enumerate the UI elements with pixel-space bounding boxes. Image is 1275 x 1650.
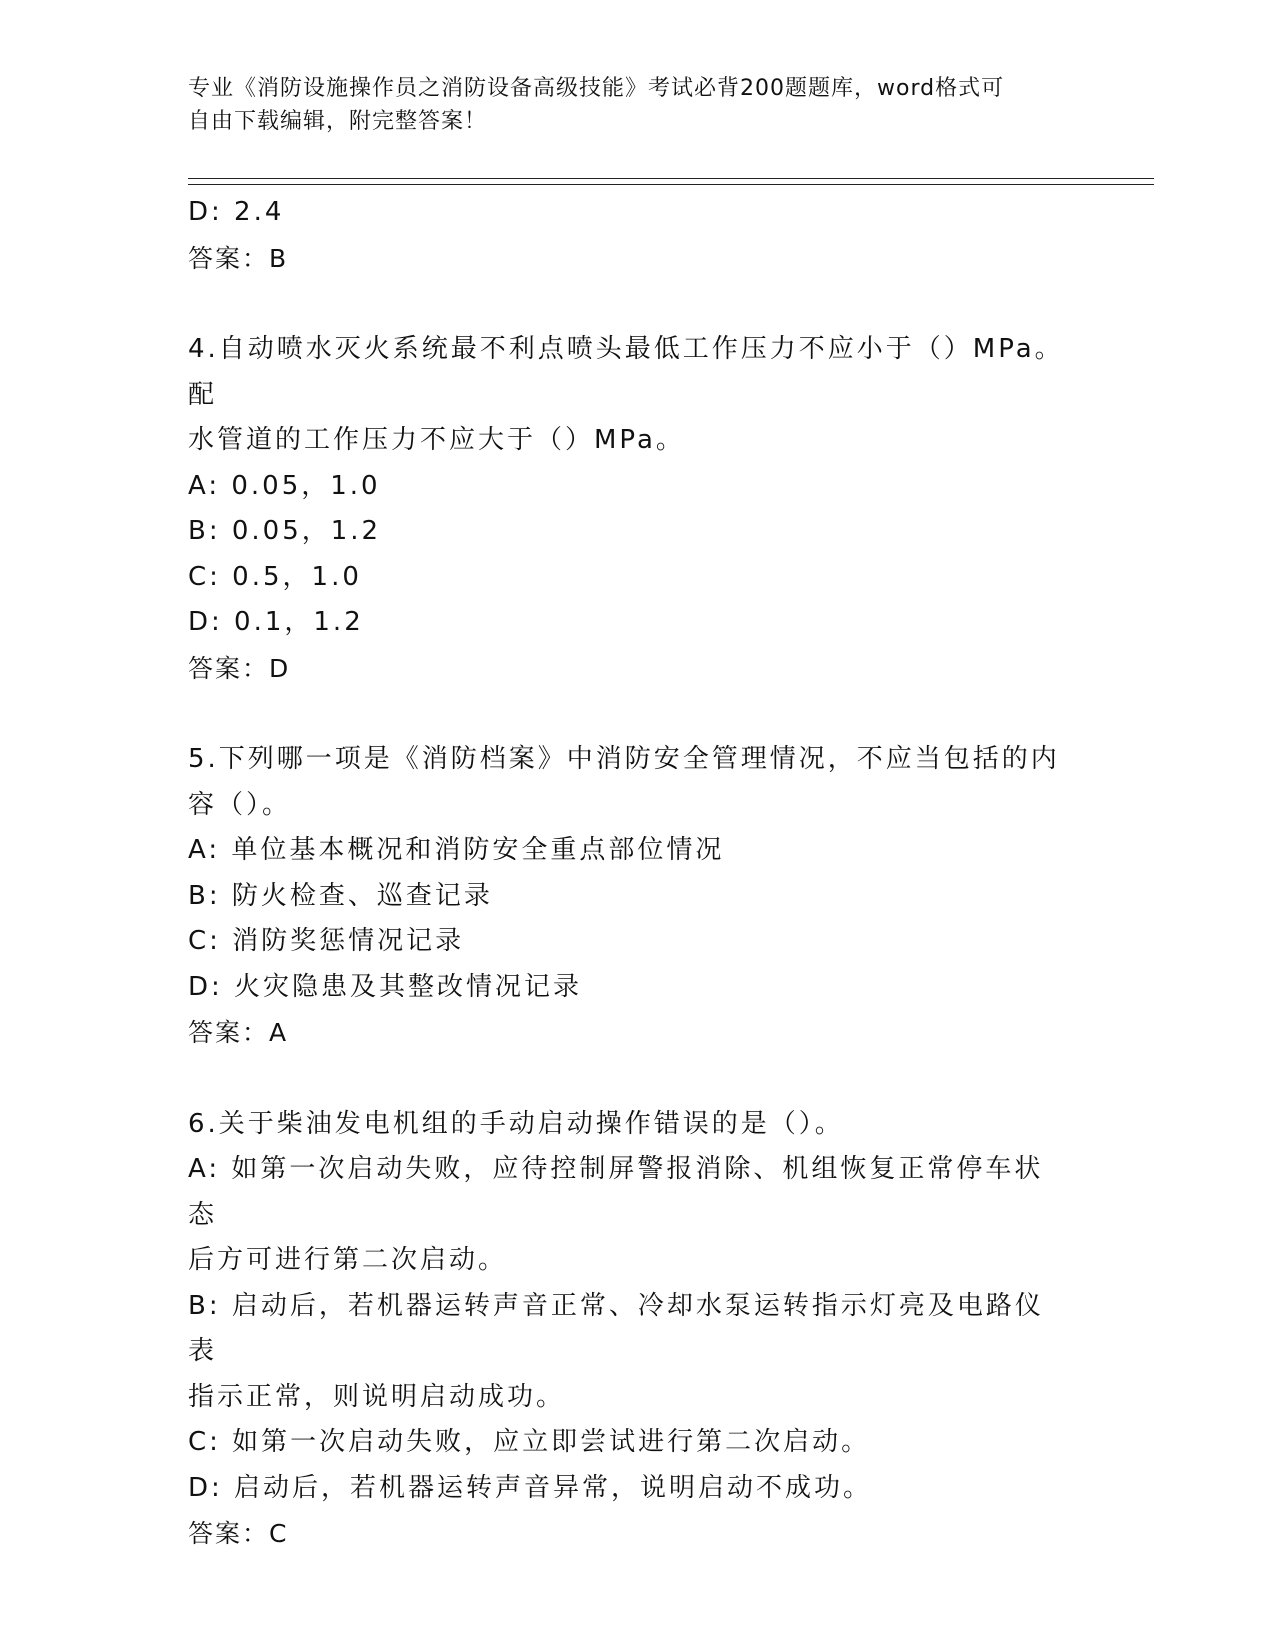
option-a: A: 0.05，1.0 <box>188 470 381 501</box>
question-stem-continued: 水管道的工作压力不应大于（）MPa。 <box>188 425 685 455</box>
answer-label: 答案：B <box>188 243 289 273</box>
question-5 <box>188 737 1068 1056</box>
header-line-1: 专业《消防设施操作员之消防设备高级技能》考试必背200题题库，word格式可 <box>188 76 1005 101</box>
header-rule-top <box>188 178 1154 179</box>
answer-label: 答案：A <box>188 1018 289 1047</box>
header-rule-bottom <box>188 184 1154 185</box>
option-b: B: 启动后，若机器运转声音正常、冷却水泵运转指示灯亮及电路仪表 <box>188 1290 1044 1366</box>
question-4 <box>188 327 1068 691</box>
option-c: C: 0.5，1.0 <box>188 561 362 592</box>
option-d: D: 火灾隐患及其整改情况记录 <box>188 971 583 1002</box>
spacer <box>188 691 1068 737</box>
option-c: C: 如第一次启动失败，应立即尝试进行第二次启动。 <box>188 1427 871 1457</box>
option-a-continued: 后方可进行第二次启动。 <box>188 1245 508 1275</box>
question-stem-continued: 容（）。 <box>188 789 292 820</box>
page-header <box>188 72 1068 138</box>
question-stem: 4.自动喷水灭火系统最不利点喷头最低工作压力不应小于（）MPa。配 <box>188 334 1064 410</box>
question-3-tail <box>188 190 1068 281</box>
option-a: A: 单位基本概况和消防安全重点部位情况 <box>188 835 725 865</box>
option-c: C: 消防奖惩情况记录 <box>188 926 465 956</box>
option-b-continued: 指示正常，则说明启动成功。 <box>188 1381 566 1412</box>
option-d: D: 0.1，1.2 <box>188 607 364 637</box>
option-a: A: 如第一次启动失败，应待控制屏警报消除、机组恢复正常停车状态 <box>188 1154 1044 1230</box>
question-stem: 5.下列哪一项是《消防档案》中消防安全管理情况，不应当包括的内 <box>188 744 1060 774</box>
question-6 <box>188 1102 1068 1557</box>
question-list <box>188 190 1068 1557</box>
answer-label: 答案：D <box>188 653 291 683</box>
option-d: D: 启动后，若机器运转声音异常，说明启动不成功。 <box>188 1472 873 1503</box>
header-line-2: 自由下载编辑，附完整答案！ <box>188 109 488 134</box>
option-b: B: 0.05，1.2 <box>188 516 382 546</box>
option-b: B: 防火检查、巡查记录 <box>188 880 493 911</box>
answer-label: 答案：C <box>188 1519 289 1548</box>
spacer <box>188 281 1068 327</box>
question-stem: 6.关于柴油发电机组的手动启动操作错误的是（）。 <box>188 1108 844 1139</box>
spacer <box>188 1056 1068 1102</box>
option-d: D: 2.4 <box>188 197 285 227</box>
